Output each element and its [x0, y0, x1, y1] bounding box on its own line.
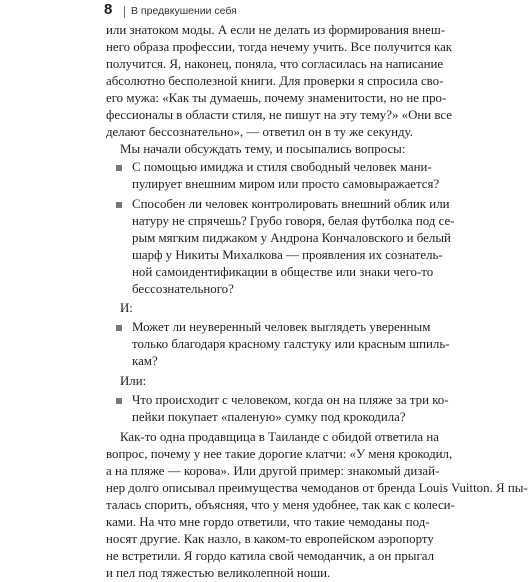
text-line: Или: — [120, 374, 147, 388]
text-line: рым мягким пиджаком у Андрона Кончаловского и белый — [132, 231, 451, 245]
text-line: пейки покупает «паленую» сумку под крокодила? — [132, 410, 406, 424]
text-line: талась спорить, объясняя, что у меня удобнее, так как с колеси- — [106, 498, 455, 512]
bullet-marker — [116, 325, 122, 331]
text-line: и пел под тяжестью великолепной ноши. — [106, 566, 331, 580]
text-line: бессознательного? — [132, 282, 234, 296]
text-line: не встретили. Я гордо катила свой чемоданчик, а он прыгал — [106, 549, 434, 563]
text-line: Способен ли человек контролировать внешний облик или — [132, 197, 450, 211]
text-line: фессионалы в области стиля, не пишут на эту тему?» «Они все — [106, 108, 453, 122]
page-number: 8 — [104, 1, 113, 18]
text-line: вопрос, почему у нее такие дорогие клатчи: «У меня крокодил, — [106, 447, 453, 461]
text-line: его мужа: «Как ты думаешь, почему знаменитости, но не про- — [106, 91, 447, 105]
text-line: Может ли неуверенный человек выглядеть уверенным — [132, 320, 431, 334]
bullet-marker — [116, 202, 122, 208]
header-divider — [124, 6, 125, 18]
text-line: ками. На что мне гордо ответили, что такие чемоданы под- — [106, 515, 430, 529]
text-line: носят другие. Как назло, в каком-то европейском аэропорту — [106, 532, 434, 546]
text-line: шарф у Никиты Михалкова — проявления их сознатель- — [132, 248, 443, 262]
text-line: С помощью имиджа и стиля свободный человек мани- — [132, 160, 432, 174]
text-line: ной самоидентификации в обществе или знаки чего-то — [132, 265, 434, 279]
text-line: кам? — [132, 354, 158, 368]
bullet-marker — [116, 165, 122, 171]
text-line: только благодаря красному галстуку или красным шпиль- — [132, 337, 450, 351]
page-header — [0, 0, 500, 22]
text-line: получится. Я, наконец, поняла, что согласилась на написание — [106, 57, 444, 71]
text-line: делают бессознательно», — ответил он в ту же секунду. — [106, 125, 413, 139]
text-line: абсолютно бесполезной книги. Для проверки я спросила сво- — [106, 74, 444, 88]
text-line: или знатоком моды. А если не делать из формирования внеш- — [106, 23, 446, 37]
text-line: нер долго описывал преимущества чемоданов от бренда Louis Vuitton. Я пы- — [106, 481, 528, 495]
text-line: Мы начали обсуждать тему, и посыпались вопросы: — [120, 142, 406, 156]
text-line: а на пляже — корова». Или другой пример: знакомый дизай- — [106, 464, 440, 478]
bullet-marker — [116, 398, 122, 404]
text-line: пулирует внешним миром или просто самовыражается? — [132, 177, 440, 191]
text-line: него образа профессии, тогда нечему учить. Все получится как — [106, 40, 453, 54]
text-line: натуру не спрячешь? Грубо говоря, белая футболка под се- — [132, 214, 455, 228]
text-line: Как-то одна продавщица в Таиланде с обидой ответила на — [120, 430, 439, 444]
running-title: В предвкушении себя — [131, 5, 237, 17]
text-line: Что происходит с человеком, когда он на пляже за три ко- — [132, 393, 449, 407]
text-line: И: — [120, 301, 133, 315]
